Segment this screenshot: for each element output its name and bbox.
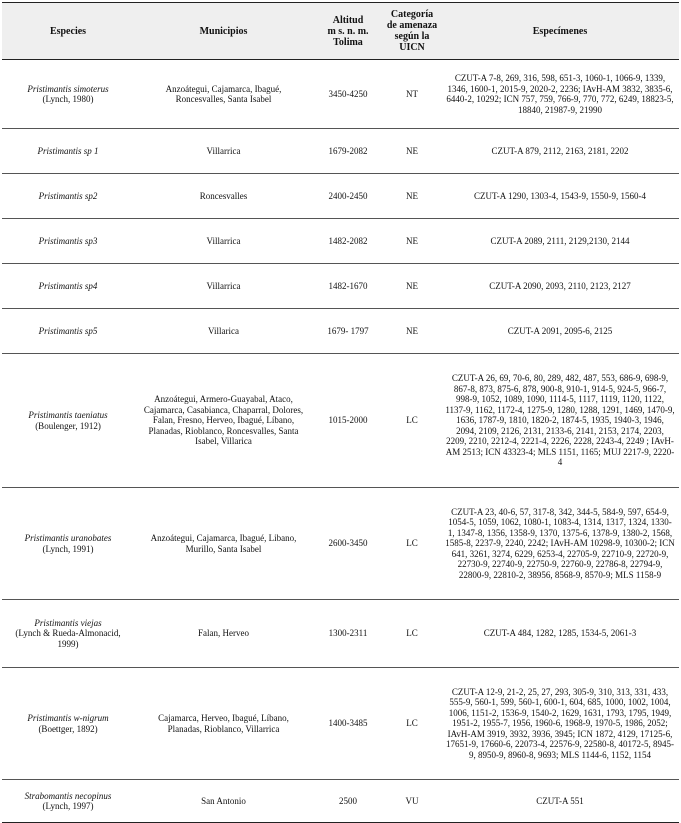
threat-cell: LC <box>383 600 441 668</box>
specimens-cell: CZUT-A 551 <box>441 780 679 823</box>
species-name: Pristimantis uranobates <box>24 533 112 543</box>
municipalities-cell: Anzoátegui, Cajamarca, Ibagué, Roncesvalles, Santa Isabel <box>134 60 313 129</box>
threat-cell: VU <box>383 780 441 823</box>
specimens-cell: CZUT-A 1290, 1303-4, 1543-9, 1550-9, 1560-4 <box>441 174 679 219</box>
altitude-cell: 1679- 1797 <box>313 309 383 354</box>
species-cell <box>2 354 134 488</box>
threat-cell: LC <box>383 668 441 780</box>
specimens-cell: CZUT-A 26, 69, 70-6, 80, 289, 482, 487, 553, 686-9, 698-9, 867-8, 873, 875-6, 878, 900-8, 910-1, 914-5, 924-5, 966-7, 998-9, 1052, 1089, 1090, 1114-5, 1117, 1119, 1120, 1122, 1137-9, 1162, 1172-4, 1275-9, 1280, 1288, 1291, 1469, 1470-9, 1636, 1787-9, 1810, 1820-2, 1874-5, 1935, 1940-3, 1946, 2094, 2109, 2126, 2131, 2133-6, 2141, 2153, 2174, 2203, 2209, 2210, 2212-4, 2221-4, 2226, 2228, 2243-4, 2249 ; IAvH-AM 2513; ICN 43323-4; MLS 1151, 1165; MUJ 2217-9, 2220-4 <box>441 354 679 488</box>
species-author: (Boulenger, 1912) <box>35 420 101 431</box>
species-cell <box>2 60 134 129</box>
altitude-cell: 1482-2082 <box>313 219 383 264</box>
header-threat-category <box>383 3 441 60</box>
table-row <box>2 488 679 600</box>
header-altitude-line: Altitud <box>332 14 364 26</box>
species-name: Pristimantis sp2 <box>38 190 98 201</box>
species-name: Pristimantis viejas <box>34 617 102 628</box>
header-threat-line: según la <box>394 31 430 42</box>
species-cell <box>2 488 134 600</box>
species-name: Pristimantis w-nigrum <box>27 713 109 723</box>
altitude-cell: 2400-2450 <box>313 174 383 219</box>
threat-cell: NT <box>383 60 441 129</box>
municipalities-cell: San Antonio <box>134 780 313 823</box>
threat-cell: NE <box>383 264 441 309</box>
municipalities-cell: Villarrica <box>134 219 313 264</box>
species-author: (Lynch & Rueda-Almonacid, 1999) <box>15 628 121 649</box>
altitude-cell: 2500 <box>313 780 383 823</box>
header-altitude-line: Tolima <box>333 36 363 48</box>
municipalities-cell: Falan, Herveo <box>134 600 313 668</box>
species-author: (Boettger, 1892) <box>38 723 98 734</box>
municipalities-cell: Anzoátegui, Armero-Guayabal, Ataco, Cajamarca, Casabianca, Chaparral, Dolores, Falan, Fresno, Herveo, Ibagué, Líbano, Planadas, Rioblanco, Roncesvalles, Santa Isabel, Villarica <box>134 354 313 488</box>
header-specimens: Especímenes <box>441 3 679 60</box>
municipalities-cell: Roncesvalles <box>134 174 313 219</box>
specimens-cell: CZUT-A 2089, 2111, 2129,2130, 2144 <box>441 219 679 264</box>
species-table <box>2 2 679 823</box>
header-threat-line: de amenaza <box>386 20 438 31</box>
species-name: Pristimantis taeniatus <box>28 410 108 420</box>
species-name: Pristimantis sp4 <box>38 280 98 291</box>
species-cell <box>2 129 134 174</box>
header-threat-line: Categoría <box>390 9 434 20</box>
threat-cell: NE <box>383 219 441 264</box>
species-cell <box>2 264 134 309</box>
municipalities-cell: Villarrica <box>134 129 313 174</box>
table-row <box>2 219 679 264</box>
altitude-cell: 3450-4250 <box>313 60 383 129</box>
header-species: Especies <box>2 3 134 60</box>
threat-cell: NE <box>383 309 441 354</box>
header-municipalities: Municipios <box>134 3 313 60</box>
threat-cell: LC <box>383 488 441 600</box>
altitude-cell: 1400-3485 <box>313 668 383 780</box>
header-threat-line: UICN <box>399 42 425 53</box>
threat-cell: NE <box>383 174 441 219</box>
species-cell <box>2 780 134 823</box>
species-cell <box>2 174 134 219</box>
table-row <box>2 600 679 668</box>
specimens-cell: CZUT-A 484, 1282, 1285, 1534-5, 2061-3 <box>441 600 679 668</box>
species-name: Pristimantis simoterus <box>27 83 109 94</box>
specimens-cell: CZUT-A 2090, 2093, 2110, 2123, 2127 <box>441 264 679 309</box>
specimens-cell: CZUT-A 7-8, 269, 316, 598, 651-3, 1060-1, 1066-9, 1339, 1346, 1600-1, 2015-9, 2020-2, 2236; IAvH-AM 3832, 3835-6, 6440-2, 10292; ICN 757, 759, 766-9, 770, 772, 6249, 18823-5, 18840, 21987-9, 21990 <box>441 60 679 129</box>
table-body <box>2 60 679 823</box>
table-row <box>2 309 679 354</box>
altitude-cell: 1482-1670 <box>313 264 383 309</box>
species-name: Strabomantis necopinus <box>24 790 112 801</box>
species-author: (Lynch, 1991) <box>42 543 94 554</box>
species-name: Pristimantis sp3 <box>38 235 98 246</box>
threat-cell: NE <box>383 129 441 174</box>
species-author: (Lynch, 1997) <box>42 801 94 811</box>
species-author: (Lynch, 1980) <box>42 94 94 104</box>
table-row <box>2 264 679 309</box>
table-row <box>2 129 679 174</box>
table-header <box>2 3 679 60</box>
table-row <box>2 174 679 219</box>
species-name: Pristimantis sp5 <box>38 325 98 336</box>
species-cell <box>2 600 134 668</box>
altitude-cell: 1679-2082 <box>313 129 383 174</box>
specimens-cell: CZUT-A 879, 2112, 2163, 2181, 2202 <box>441 129 679 174</box>
altitude-cell: 2600-3450 <box>313 488 383 600</box>
table-row <box>2 60 679 129</box>
table-row <box>2 780 679 823</box>
altitude-cell: 1300-2311 <box>313 600 383 668</box>
species-cell <box>2 219 134 264</box>
altitude-cell: 1015-2000 <box>313 354 383 488</box>
municipalities-cell: Villarica <box>134 309 313 354</box>
threat-cell: LC <box>383 354 441 488</box>
species-cell <box>2 668 134 780</box>
specimens-cell: CZUT-A 2091, 2095-6, 2125 <box>441 309 679 354</box>
municipalities-cell: Anzoátegui, Cajamarca, Ibagué, Libano, Murillo, Santa Isabel <box>134 488 313 600</box>
header-altitude <box>313 3 383 60</box>
species-name: Pristimantis sp 1 <box>37 145 99 156</box>
specimens-cell: CZUT-A 23, 40-6, 57, 317-8, 342, 344-5, 584-9, 597, 654-9, 1054-5, 1059, 1062, 1080-1, 1083-4, 1314, 1317, 1324, 1330-1, 1347-8, 1356, 1358-9, 1370, 1375-6, 1378-9, 1380-2, 1568, 1585-8, 2237-9, 2240, 2242; IAvH-AM 10298-9, 10300-2; ICN 641, 3261, 3274, 6229, 6253-4, 22705-9, 22710-9, 22720-9, 22730-9, 22740-9, 22750-9, 22760-9, 22786-8, 22794-9, 22800-9, 22810-2, 38956, 8568-9, 8570-9; MLS 1158-9 <box>441 488 679 600</box>
specimens-cell: CZUT-A 12-9, 21-2, 25, 27, 293, 305-9, 310, 313, 331, 433, 555-9, 560-1, 599, 560-1, 600-1, 604, 685, 1000, 1002, 1004, 1006, 1151-2, 1536-9, 1540-2, 1629, 1631, 1793, 1795, 1949, 1951-2, 1955-7, 1956, 1960-6, 1968-9, 1970-5, 1986, 2052; IAvH-AM 3919, 3932, 3936, 3945; ICN 1872, 4129, 17125-6, 17651-9, 17660-6, 22073-4, 22576-9, 22580-8, 40172-5, 8945-9, 8950-9, 8960-8, 9693; MLS 1144-6, 1152, 1154 <box>441 668 679 780</box>
municipalities-cell: Villarrica <box>134 264 313 309</box>
table-row <box>2 354 679 488</box>
species-cell <box>2 309 134 354</box>
header-altitude-line: m s. n. m. <box>327 25 369 37</box>
municipalities-cell: Cajamarca, Herveo, Ibagué, Líbano, Planadas, Rioblanco, Villarrica <box>134 668 313 780</box>
table-row <box>2 668 679 780</box>
